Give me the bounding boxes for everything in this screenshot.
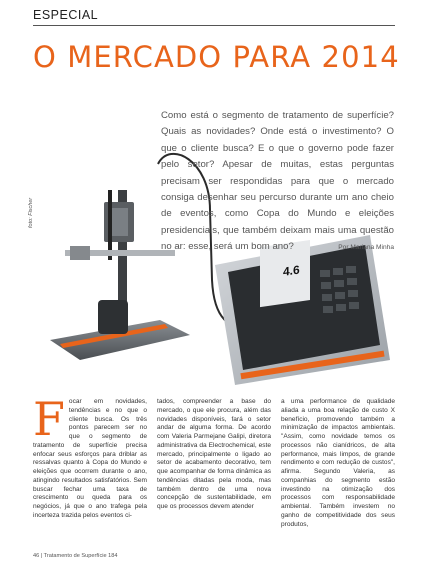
body-column-2: [157, 398, 271, 548]
body-column-3: [281, 398, 395, 548]
page-footer: 46 | Tratamento de Superfície 184: [33, 553, 118, 559]
body-column-1-text: ocar em novidades, tendências e no que o cliente busca. Os três pontos parecem ser no que o segmento de tratamento de superfície precisa enfocar seus esforços para driblar as ressalvas quanto à Copa do Mundo e eleições que ocorrem durante o ano, atingindo resultados satisfatórios. Sem buscar fechar uma taxa de crescimento ou queda para os negócios, já que o ano trafega pela incerteza trazida pelos eventos ci-: [33, 398, 147, 519]
dropcap: F: [33, 398, 65, 446]
body-column-3-text: a uma performance de qualidade aliada a uma boa relação de custo X benefício, promovendo também a minimização de impactos ambientais. "Assim, como novidade temos os processos não cianídricos, de alta performance, mais limpos, de grande rendimento e com redução de custos", afirma. Segundo Valeria, as companhias do segmento estão investindo na otimização dos processos com responsabilidade ambiental. Também investem no ganho de competitividade dos seus produtos,: [281, 398, 395, 528]
screen-value: 4.6: [283, 262, 300, 279]
section-label: ESPECIAL: [33, 8, 99, 22]
lead-paragraph: Como está o segmento de tratamento de superfície? Quais as novidades? Onde está o investimento? O que o cliente busca? E o que o governo pode fazer pelo setor? Apesar de muitas, estas perguntas precisam ser respondidas para que o mercado consiga desenhar seu percurso durante um ano cheio de eventos, como Copa do Mundo e eleições presidenciais, que também deixam mais uma questão no ar: esse, será um bom ano?: [161, 110, 394, 253]
body-column-2-text: tados, compreender a base do mercado, o que ele procura, além das novidades disponíveis, fará o setor andar de alguma forma. De acordo com Valeria Parmejane Galipi, diretora administrativa da Electrochemical, este mercado, principalmente o ligado ao setor de acabamento decorativo, tem que acompanhar de forma dinâmica as tendências ditadas pela moda, mas também dentro de uma nova concepção de sustentabilidade, em que os processos devem atender: [157, 398, 271, 510]
body-columns: [33, 398, 395, 548]
byline: Por Mariana Minha: [338, 244, 394, 251]
photo-credit: foto: Fischer: [28, 197, 34, 228]
body-column-1: [33, 398, 147, 548]
section-rule: [33, 25, 395, 26]
page-title: O MERCADO PARA 2014: [33, 40, 400, 74]
